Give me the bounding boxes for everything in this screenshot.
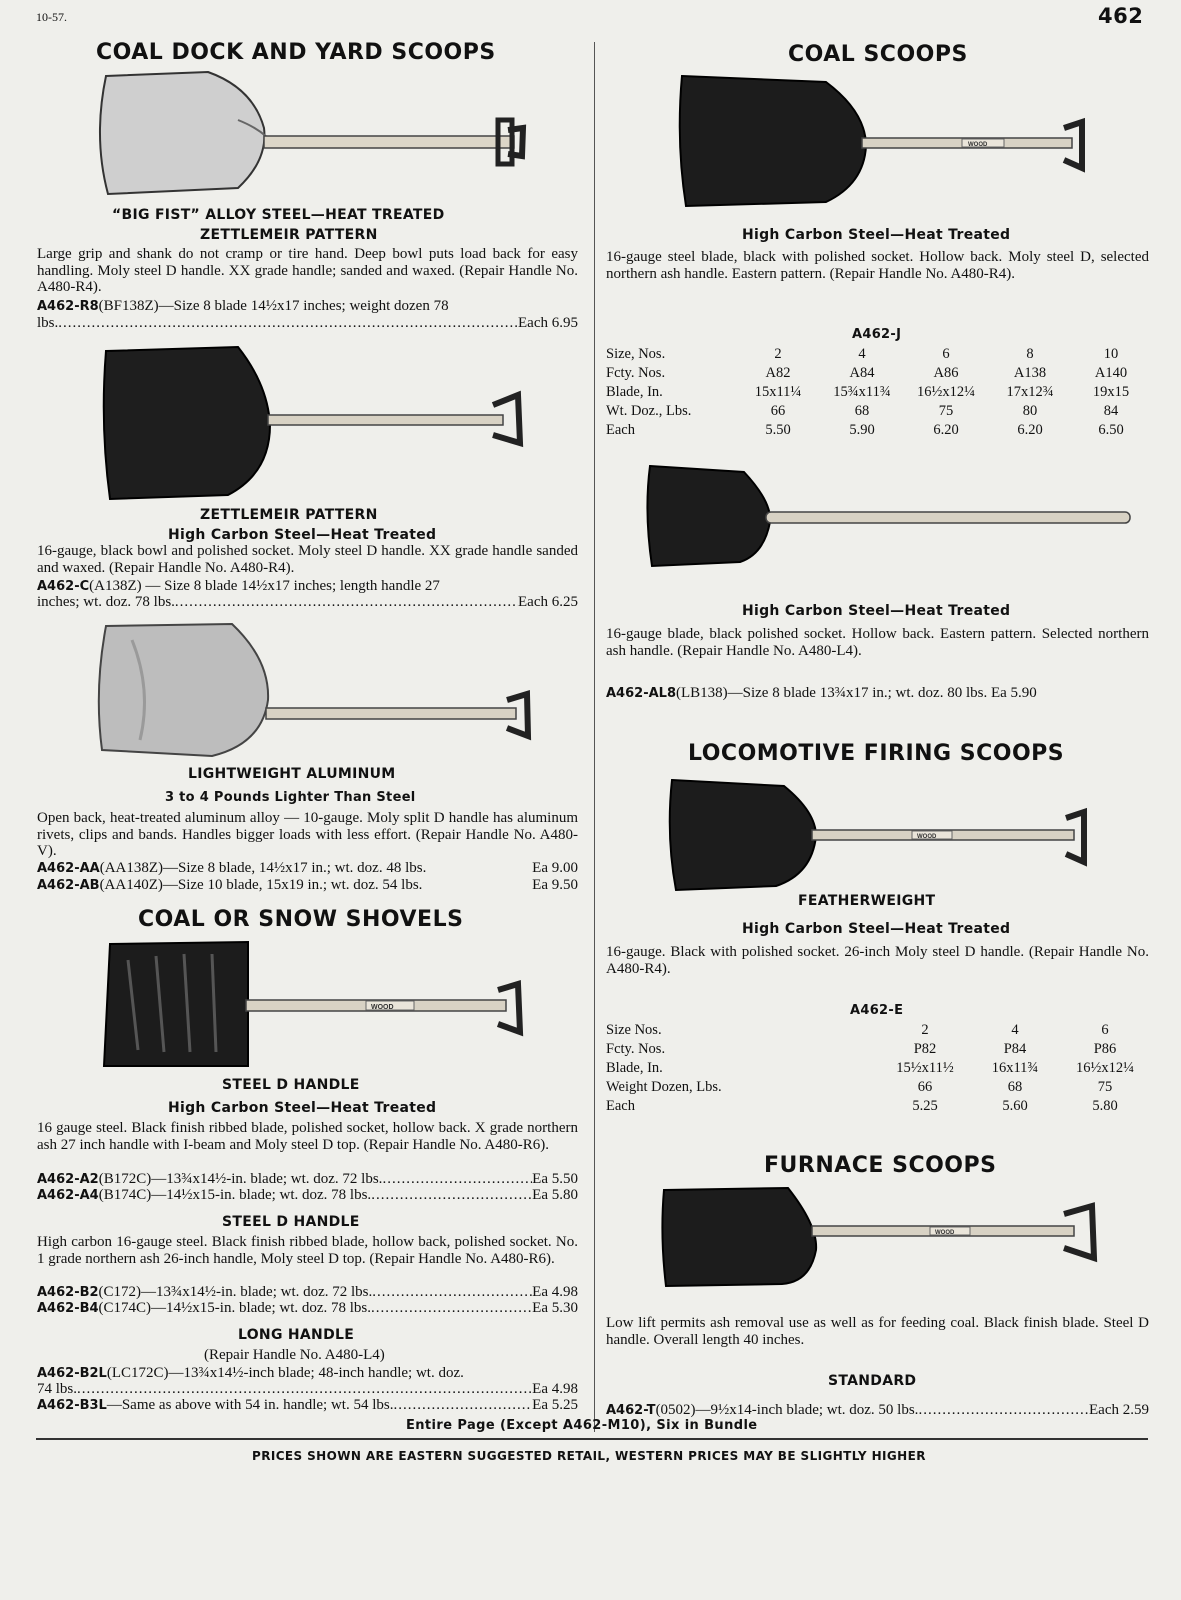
scoop-image-coal [676,72,1096,212]
item-a462-b4 [37,1300,578,1317]
table-label-a462-e: A462-E [850,1003,904,1018]
spec-cell: 66 [770,403,786,419]
spec-row-label: Weight Dozen, Lbs. [606,1079,722,1095]
table-label-a462-j: A462-J [852,327,902,342]
item-price: Ea 5.50 [532,1171,578,1187]
spec-cell: 4 [858,346,866,362]
spec-cell: A82 [765,365,791,381]
spec-cell: 15½x11½ [896,1060,954,1076]
sub-high-carbon-4: High Carbon Steel—Heat Treated [742,603,1011,619]
spec-row-label: Size Nos. [606,1022,662,1038]
spec-cell: 15x11¼ [754,384,802,400]
spec-cell: 68 [1007,1079,1023,1095]
item-text: (C174C)—14½x15-in. blade; wt. doz. 78 lbs. [98,1300,372,1316]
page-number: 462 [1098,4,1144,28]
handle-stamp: WOOD [371,1004,394,1011]
sku: A462-R8 [37,299,99,314]
heading-coal-snow: COAL OR SNOW SHOVELS [138,907,464,932]
spec-row [606,383,1150,402]
spec-row [606,345,1150,364]
spec-cell: P84 [1003,1041,1027,1057]
item-price: Ea 5.30 [532,1300,578,1316]
item-a462-b2 [37,1284,578,1301]
item-price: Ea 5.80 [532,1187,578,1203]
item-text: (LC172C)—13¾x14½-inch blade; 48-inch handle; wt. doz. [106,1365,464,1381]
scoop-image-locomotive [666,776,1096,896]
spec-cell: A140 [1094,365,1128,381]
spec-table-a462-e [606,1021,1150,1116]
spec-cell: 66 [917,1079,933,1095]
sub-lighter-than-steel: 3 to 4 Pounds Lighter Than Steel [165,790,416,805]
item-a462-ab [37,877,578,894]
spec-cell: 75 [938,403,954,419]
sku: A462-B4 [37,1301,99,1316]
item-a462-c-price [37,594,578,611]
heading-locomotive: LOCOMOTIVE FIRING SCOOPS [688,741,1065,766]
sub-lightweight-aluminum: LIGHTWEIGHT ALUMINUM [188,766,396,782]
sku: A462-B3L [37,1398,107,1413]
spec-cell: 4 [1011,1022,1019,1038]
column-divider [594,42,595,1432]
sub-high-carbon-3: High Carbon Steel—Heat Treated [742,227,1011,243]
scoop-image-long-handle [644,462,1134,572]
spec-cell: 80 [1022,403,1038,419]
item-a462-a2 [37,1171,578,1188]
spec-cell: 6.20 [933,422,959,438]
sku: A462-B2L [37,1366,107,1381]
desc-steel-d-1: 16 gauge steel. Black finish ribbed blade, polished socket, hollow back. X grade northern ash 27 inch handle with I-beam and Moly steel D top. (Repair Handle No. A480-R6). [37,1120,578,1153]
item-text-cont: inches; wt. doz. 78 lbs. [37,594,175,610]
sub-long-handle: LONG HANDLE [238,1327,355,1343]
item-price: Ea 9.00 [532,860,578,876]
item-price: Ea 9.50 [532,877,578,893]
sku: A462-AB [37,878,100,893]
spec-row-label: Fcty. Nos. [606,1041,666,1057]
item-a462-aa [37,860,578,877]
spec-row-label: Size, Nos. [606,346,666,362]
scoop-image-furnace [660,1186,1100,1296]
spec-cell: 5.80 [1092,1098,1118,1114]
sku: A462-A2 [37,1172,99,1187]
desc-furnace: Low lift permits ash removal use as well as for feeding coal. Black finish blade. Steel D handle. Overall length 40 inches. [606,1315,1149,1348]
spec-row [606,1021,1150,1040]
shovel-image-aluminum [92,620,532,760]
item-text-cont: 74 lbs. [37,1381,78,1397]
spec-row-label: Fcty. Nos. [606,365,666,381]
spec-row [606,1078,1150,1097]
shovel-image-big-fist [88,68,528,198]
spec-cell: 16x11¾ [991,1060,1039,1076]
spec-row-label: Wt. Doz., Lbs. [606,403,692,419]
shovel-image-ribbed [98,940,528,1070]
item-text: (A138Z) — Size 8 blade 14½x17 inches; length handle 27 [89,578,440,594]
heading-furnace: FURNACE SCOOPS [764,1153,997,1178]
desc-big-fist: Large grip and shank do not cramp or tire hand. Deep bowl puts load back for easy handling. Moly steel D handle. XX grade handle; sanded and waxed. (Repair Handle No. A480-R4). [37,246,578,295]
sub-high-carbon-5: High Carbon Steel—Heat Treated [742,921,1011,937]
item-text: (BF138Z)—Size 8 blade 14½x17 inches; weight dozen 78 [98,298,449,314]
item-a462-c [37,578,578,595]
item-a462-a4 [37,1187,578,1204]
spec-cell: 6.50 [1098,422,1124,438]
item-text-cont: lbs. [37,315,59,331]
spec-cell: A138 [1013,365,1047,381]
sku: A462-AL8 [606,686,676,701]
item-price: Ea 5.25 [532,1397,578,1413]
spec-cell: 19x15 [1092,384,1130,400]
spec-cell: A84 [849,365,875,381]
item-price: Each 6.25 [518,594,578,610]
desc-long-handle-scoop: 16-gauge blade, black polished socket. Hollow back. Eastern pattern. Selected northern ash handle. (Repair Handle No. A480-L4). [606,626,1149,659]
handle-stamp: WOOD [935,1230,955,1236]
item-a462-al8 [606,685,1037,702]
sku: A462-B2 [37,1285,99,1300]
spec-cell: 8 [1026,346,1034,362]
footer-rule [36,1438,1148,1440]
prices-note: PRICES SHOWN ARE EASTERN SUGGESTED RETAIL, WESTERN PRICES MAY BE SLIGHTLY HIGHER [252,1449,926,1463]
spec-cell: 10 [1103,346,1119,362]
desc-coal-scoops: 16-gauge steel blade, black with polished socket. Hollow back. Moly steel D, selected northern ash handle. Eastern pattern. (Repair Handle No. A480-R4). [606,249,1149,282]
desc-zettlemeir: 16-gauge, black bowl and polished socket. Moly steel D handle. XX grade handle sanded and waxed. (Repair Handle No. A480-R4). [37,543,578,576]
handle-stamp: WOOD [917,834,937,840]
spec-cell: 75 [1097,1079,1113,1095]
item-text: (0502)—9½x14-inch blade; wt. doz. 50 lbs. [655,1402,919,1418]
spec-cell: 5.25 [912,1098,938,1114]
item-a462-b2l-price [37,1381,578,1398]
desc-locomotive: 16-gauge. Black with polished socket. 26-inch Moly steel D handle. (Repair Handle No. A480-R4). [606,944,1149,977]
sku: A462-C [37,579,90,594]
sku: A462-AA [37,861,100,876]
desc-steel-d-2: High carbon 16-gauge steel. Black finish ribbed blade, hollow back, polished socket. No. 1 grade northern ash 26-inch handle, Moly steel D top. (Repair Handle No. A480-R6). [37,1234,578,1267]
item-text: —Same as above with 54 in. handle; wt. 54 lbs. [106,1397,394,1413]
spec-cell: 6.20 [1017,422,1043,438]
spec-cell: 5.50 [765,422,791,438]
sub-high-carbon-2: High Carbon Steel—Heat Treated [168,1100,437,1116]
item-text: (LB138)—Size 8 blade 13¾x17 in.; wt. doz. 80 lbs. Ea 5.90 [675,685,1037,701]
sub-big-fist: “BIG FIST” ALLOY STEEL—HEAT TREATED [112,207,445,223]
sub-zettlemeir-2: ZETTLEMEIR PATTERN [200,507,378,523]
spec-cell: 68 [854,403,870,419]
spec-cell: 6 [1101,1022,1109,1038]
spec-cell: 15¾x11¾ [833,384,891,400]
spec-cell: 16½x12¼ [917,384,975,400]
sub-featherweight: FEATHERWEIGHT [798,893,936,909]
item-a462-r8-price [37,315,578,332]
sku: A462-T [606,1403,656,1418]
spec-table-a462-j [606,345,1150,440]
sub-standard: STANDARD [828,1373,917,1389]
date-code: 10-57. [36,10,67,24]
handle-stamp: WOOD [968,142,988,148]
heading-coal-scoops: COAL SCOOPS [788,42,968,67]
item-a462-b3l [37,1397,578,1414]
item-text: (C172)—13¾x14½-in. blade; wt. doz. 72 lbs. [98,1284,373,1300]
sub-steel-d-handle-1: STEEL D HANDLE [222,1077,360,1093]
sub-zettlemeir-1: ZETTLEMEIR PATTERN [200,227,378,243]
spec-row-label: Each [606,422,635,438]
item-price: Ea 4.98 [532,1284,578,1300]
item-a462-b2l [37,1365,578,1382]
item-price: Ea 4.98 [532,1381,578,1397]
spec-row [606,1040,1150,1059]
sku: A462-A4 [37,1188,99,1203]
bundle-note: Entire Page (Except A462-M10), Six in Bundle [406,1418,758,1433]
spec-cell: 84 [1103,403,1119,419]
spec-row [606,402,1150,421]
spec-cell: 2 [774,346,782,362]
item-price: Each 2.59 [1089,1402,1149,1418]
spec-row [606,1097,1150,1116]
spec-cell: P86 [1093,1041,1117,1057]
heading-coal-dock: COAL DOCK AND YARD SCOOPS [96,40,496,65]
sub-high-carbon-1: High Carbon Steel—Heat Treated [168,527,437,543]
item-a462-t [606,1402,1149,1419]
spec-cell: 2 [921,1022,929,1038]
spec-row-label: Blade, In. [606,384,663,400]
desc-aluminum: Open back, heat-treated aluminum alloy — 10-gauge. Moly split D handle has aluminum rivets, clips and bands. Handles bigger loads with less effort. (Repair Handle No. A480-V). [37,810,578,859]
item-text: (AA140Z)—Size 10 blade, 15x19 in.; wt. doz. 54 lbs. [99,877,423,893]
spec-cell: 5.60 [1002,1098,1028,1114]
item-text: (AA138Z)—Size 8 blade, 14½x17 in.; wt. doz. 48 lbs. [99,860,427,876]
spec-cell: 5.90 [849,422,875,438]
item-price: Each 6.95 [518,315,578,331]
spec-cell: A86 [933,365,959,381]
item-a462-r8 [37,298,578,315]
item-text: (B174C)—14½x15-in. blade; wt. doz. 78 lbs. [98,1187,372,1203]
item-text: (B172C)—13¾x14½-in. blade; wt. doz. 72 lbs. [98,1171,383,1187]
spec-row-label: Blade, In. [606,1060,663,1076]
spec-cell: 6 [942,346,950,362]
spec-row [606,421,1150,440]
spec-row [606,1059,1150,1078]
spec-row-label: Each [606,1098,635,1114]
spec-cell: P82 [913,1041,937,1057]
spec-cell: 16½x12¼ [1076,1060,1134,1076]
sub-repair-handle: (Repair Handle No. A480-L4) [204,1347,385,1363]
shovel-image-zettlemeir [98,345,528,505]
sub-steel-d-handle-2: STEEL D HANDLE [222,1214,360,1230]
spec-row [606,364,1150,383]
spec-cell: 17x12¾ [1006,384,1054,400]
